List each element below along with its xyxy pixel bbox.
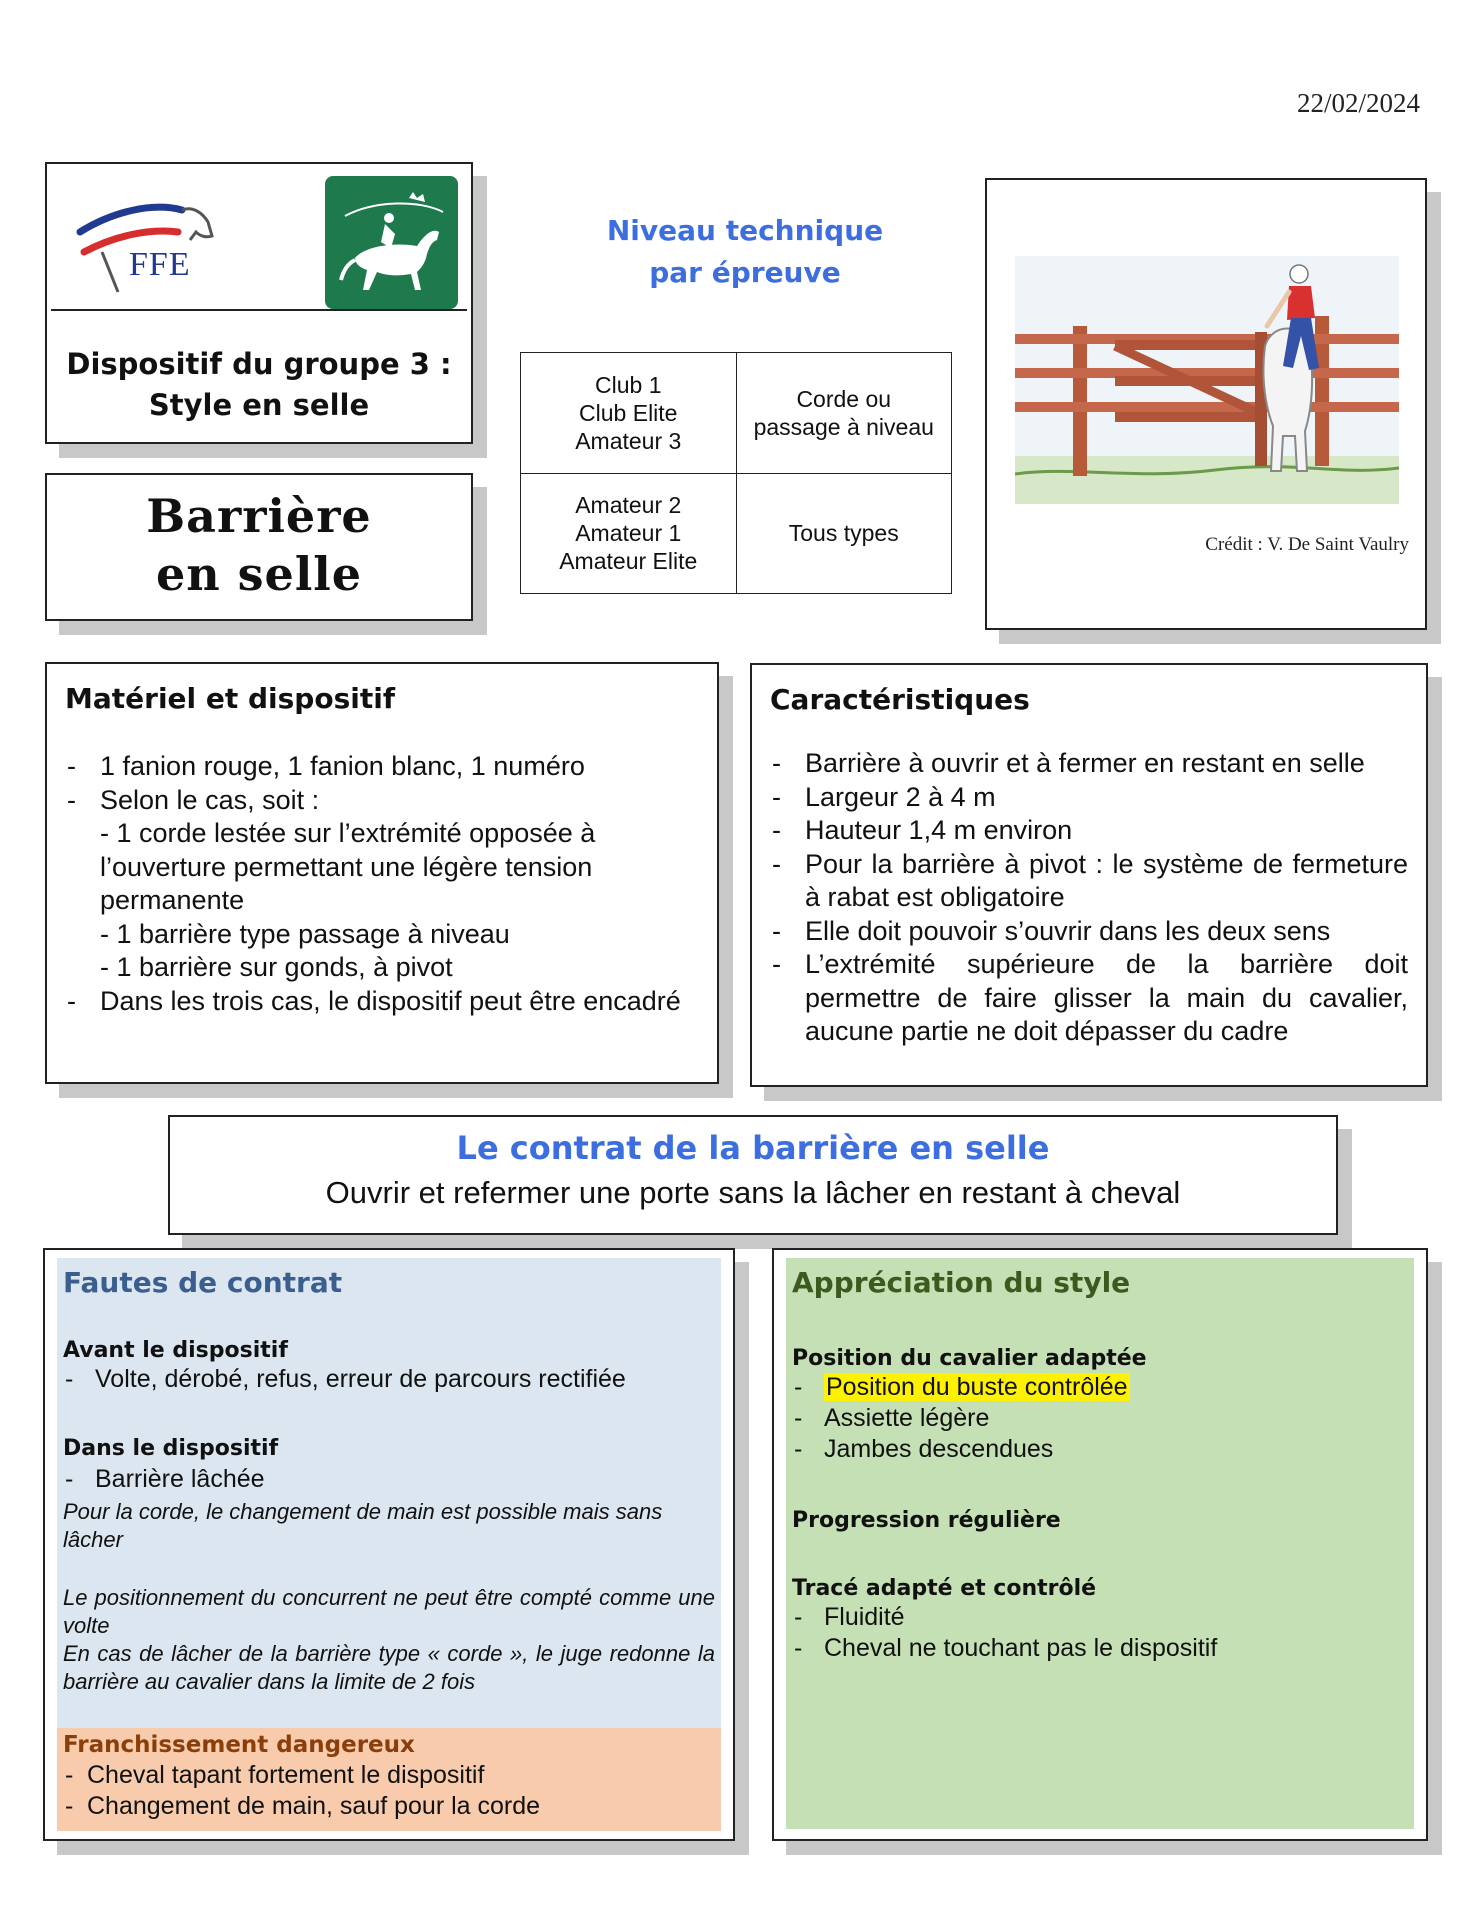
list-item: - 1 corde lestée sur l’extrémité opposée à l’ouverture permettant une légère tension permanente xyxy=(100,818,596,915)
caracteristiques-box xyxy=(750,663,1428,1087)
table-row xyxy=(521,473,952,594)
logo-header-box xyxy=(45,162,473,444)
level-label: Amateur 2 xyxy=(575,492,682,519)
type-cell xyxy=(736,353,952,474)
fautes-panel xyxy=(57,1258,721,1728)
contrat-title: Le contrat de la barrière en selle xyxy=(456,1129,1050,1167)
note-corde: Pour la corde, le changement de main est possible mais sans lâcher xyxy=(63,1499,663,1552)
dans-list xyxy=(63,1464,715,1495)
list-item: - Volte, dérobé, refus, erreur de parcours rectifiée xyxy=(63,1364,715,1395)
level-label: Amateur Elite xyxy=(559,548,698,575)
type-label: Tous types xyxy=(788,520,899,547)
position-title: Position du cavalier adaptée xyxy=(792,1346,1147,1371)
group-title-line2: Style en selle xyxy=(148,388,370,422)
appreciation-title: Appréciation du style xyxy=(792,1266,1131,1299)
level-label: Amateur 1 xyxy=(575,520,682,547)
style-en-selle-logo xyxy=(325,176,458,309)
list-item: - Assiette légère xyxy=(792,1403,1408,1434)
rider-horse-icon xyxy=(325,176,458,309)
danger-title: Franchissement dangereux xyxy=(63,1732,415,1758)
caracteristiques-list xyxy=(770,747,1408,1049)
level-label: Club Elite xyxy=(579,399,678,426)
illustration-credit: Crédit : V. De Saint Vaulry xyxy=(1205,534,1409,555)
list-item: - Fluidité xyxy=(792,1602,1408,1633)
list-item: - Hauteur 1,4 m environ xyxy=(770,814,1408,848)
main-title-line2: en selle xyxy=(155,547,363,601)
group-title-line1: Dispositif du groupe 3 : xyxy=(66,347,452,381)
list-item: - Barrière à ouvrir et à fermer en restant en selle xyxy=(770,747,1408,781)
document-date: 22/02/2024 xyxy=(1296,88,1420,118)
dans-title: Dans le dispositif xyxy=(63,1436,279,1461)
niveau-title-line2: par épreuve xyxy=(649,256,841,289)
niveau-title-line1: Niveau technique xyxy=(606,214,884,247)
danger-panel xyxy=(57,1728,721,1831)
type-cell xyxy=(736,473,952,594)
level-label: Amateur 3 xyxy=(575,427,682,454)
contrat-box xyxy=(168,1115,1338,1235)
list-item: - Largeur 2 à 4 m xyxy=(770,781,1408,815)
appreciation-box xyxy=(772,1248,1428,1841)
list-item: - Elle doit pouvoir s’ouvrir dans les deux sens xyxy=(770,915,1408,949)
niveau-title xyxy=(560,210,930,294)
materiel-list xyxy=(65,750,699,1018)
levels-cell xyxy=(521,473,737,594)
levels-cell xyxy=(521,353,737,474)
progression-title: Progression régulière xyxy=(792,1508,1061,1533)
caracteristiques-title: Caractéristiques xyxy=(770,683,1030,716)
list-item: - Jambes descendues xyxy=(792,1434,1408,1465)
type-label: Corde ou passage à niveau xyxy=(753,385,934,440)
list-item: - L’extrémité supérieure de la barrière doit permettre de faire glisser la main du cavalier, aucune partie ne doit dépasser du cadre xyxy=(770,948,1408,1049)
main-title xyxy=(47,487,471,603)
list-item: - Cheval ne touchant pas le dispositif xyxy=(792,1633,1408,1664)
danger-list xyxy=(63,1760,715,1822)
list-item: - Pour la barrière à pivot : le système de fermeture à rabat est obligatoire xyxy=(770,848,1408,915)
list-item: - Selon le cas, soit : xyxy=(65,784,699,818)
main-title-box xyxy=(45,473,473,621)
group-title xyxy=(47,344,471,426)
list-item: - 1 barrière sur gonds, à pivot xyxy=(100,952,453,982)
logo-divider xyxy=(51,309,467,311)
gate-rider-illustration xyxy=(1015,256,1399,504)
table-row xyxy=(521,353,952,474)
avant-list xyxy=(63,1364,715,1395)
contrat-text: Ouvrir et refermer une porte sans la lâcher en restant à cheval xyxy=(325,1175,1181,1210)
list-item: - Changement de main, sauf pour la corde xyxy=(63,1791,715,1822)
materiel-box xyxy=(45,662,719,1084)
illustration-box xyxy=(985,178,1427,630)
list-item: - 1 fanion rouge, 1 fanion blanc, 1 numéro xyxy=(65,750,699,784)
materiel-title: Matériel et dispositif xyxy=(65,682,396,715)
avant-title: Avant le dispositif xyxy=(63,1338,288,1363)
trace-list xyxy=(792,1602,1408,1664)
level-table xyxy=(520,352,952,594)
ffe-logo-text: FFE xyxy=(129,246,191,283)
trace-title: Tracé adapté et contrôlé xyxy=(792,1576,1097,1601)
highlighted-text: Position du buste contrôlée xyxy=(826,1373,1128,1401)
list-item: - Barrière lâchée xyxy=(63,1464,715,1495)
note-lacher: En cas de lâcher de la barrière type « corde », le juge redonne la barrière au cavalier dans la limite de 2 fois xyxy=(63,1641,715,1694)
note-positionnement: Le positionnement du concurrent ne peut être compté comme une volte xyxy=(63,1585,715,1638)
list-item: - 1 barrière type passage à niveau xyxy=(100,918,510,949)
position-list xyxy=(792,1372,1408,1465)
fautes-box xyxy=(43,1248,735,1841)
fautes-title: Fautes de contrat xyxy=(63,1266,343,1299)
gate-horse-illustration-icon xyxy=(1015,256,1399,504)
appreciation-panel xyxy=(786,1258,1414,1829)
main-title-line1: Barrière xyxy=(146,489,372,543)
list-item xyxy=(792,1372,1408,1403)
list-item: - Dans les trois cas, le dispositif peut être encadré xyxy=(65,985,699,1019)
list-item: - Cheval tapant fortement le dispositif xyxy=(63,1760,715,1791)
level-label: Club 1 xyxy=(595,371,662,398)
